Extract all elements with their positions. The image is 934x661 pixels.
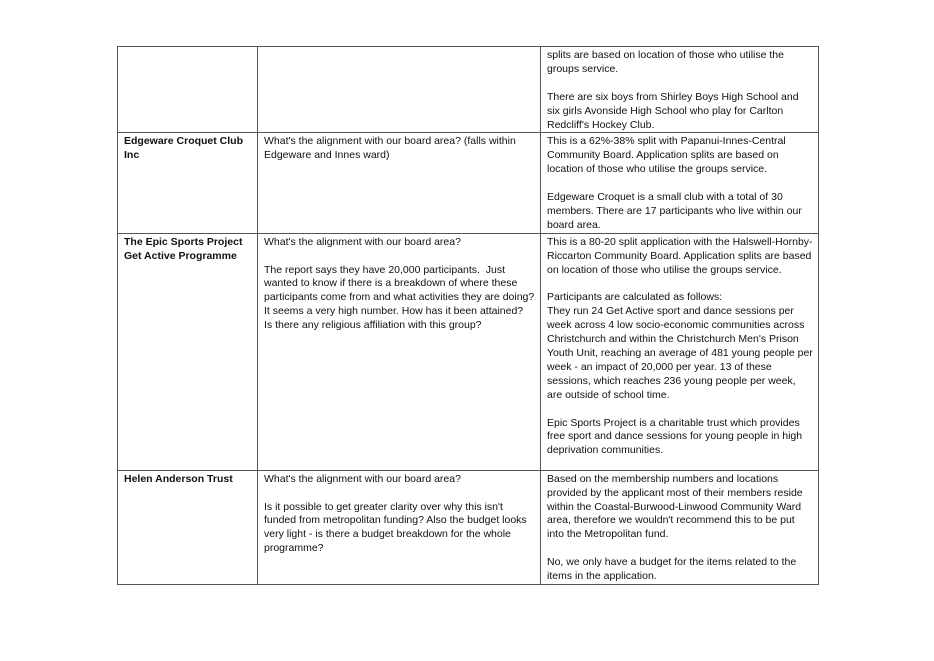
response-paragraph: There are six boys from Shirley Boys High School and six girls Avonside High School who play for Carlton Redcliff's Hockey Club. (547, 90, 802, 131)
response-paragraph: splits are based on location of those who utilise the groups service. (547, 49, 787, 75)
organisation-cell (118, 47, 258, 133)
table-row (118, 133, 819, 233)
response-cell (541, 233, 819, 470)
organisation-name: Helen Anderson Trust (124, 472, 233, 485)
organisation-cell (118, 470, 258, 584)
funding-questions-table (117, 46, 819, 585)
question-cell (258, 133, 541, 233)
response-cell (541, 133, 819, 233)
response-paragraph: Edgeware Croquet is a small club with a total of 30 members. There are 17 participants who live within our board area. (547, 191, 805, 231)
organisation-cell (118, 133, 258, 233)
question-cell (258, 47, 541, 133)
question-paragraph: What's the alignment with our board area? (264, 472, 461, 485)
question-cell (258, 233, 541, 470)
response-cell (541, 470, 819, 584)
organisation-cell (118, 233, 258, 470)
response-cell (541, 47, 819, 133)
question-paragraph: The report says they have 20,000 participants. Just wanted to know if there is a breakdown of where these participants come from and what activities they are doing? It seems a very high number. How has it been attained? Is there any religious affiliation with this group? (264, 263, 538, 332)
table-row (118, 233, 819, 470)
response-paragraph: Epic Sports Project is a charitable trust which provides free sport and dance sessions for young people in high deprivation communities. (547, 416, 806, 457)
question-paragraph: What's the alignment with our board area? (falls within Edgeware and Innes ward) (264, 135, 519, 162)
response-paragraph: This is a 62%-38% split with Papanui-Innes-Central Community Board. Application splits are based on location of those who utilise the groups service. (547, 135, 789, 176)
question-paragraph: What's the alignment with our board area? (264, 235, 461, 248)
organisation-name: Edgeware Croquet Club Inc (124, 135, 244, 162)
organisation-name: The Epic Sports Project Get Active Programme (124, 235, 243, 262)
question-paragraph: Is it possible to get greater clarity over why this isn't funded from metropolitan funding? Also the budget looks very light - is there a budget breakdown for the whole programme? (264, 500, 530, 555)
response-paragraph: Based on the membership numbers and locations provided by the applicant most of their members reside within the Coastal-Burwood-Linwood Community Ward area, therefore we wouldn't recommend this to be put into the Metropolitan fund. (547, 472, 806, 541)
table-row (118, 470, 819, 584)
response-paragraph: Participants are calculated as follows: They run 24 Get Active sport and dance sessions per week across 4 low socio-economic communities across Christchurch and within the Christchurch Men's Prison Youth Unit, reaching an average of 481 young people per week - an impact of 20,000 per year. 13 of these sessions, which reaches 236 young people per week, are outside of school time. (547, 291, 813, 401)
response-paragraph: No, we only have a budget for the items related to the items in the application. (547, 556, 800, 583)
question-cell (258, 470, 541, 584)
table-row (118, 47, 819, 133)
response-paragraph: This is a 80-20 split application with the Halswell-Hornby-Riccarton Community Board. Application splits are based on location of those who utilise the groups service. (547, 235, 815, 276)
